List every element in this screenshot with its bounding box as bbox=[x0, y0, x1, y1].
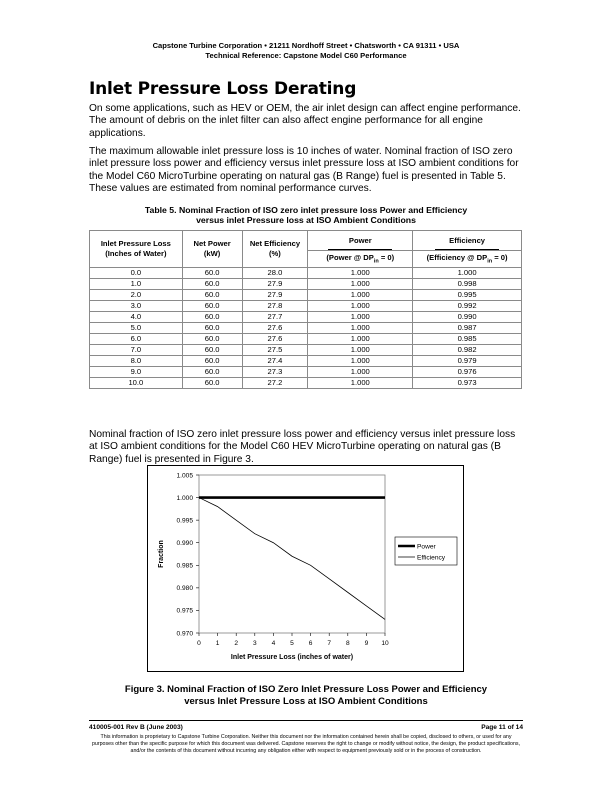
table-cell: 60.0 bbox=[182, 323, 242, 334]
table-row bbox=[90, 312, 522, 323]
legend-label: Efficiency bbox=[417, 554, 446, 562]
table-row bbox=[90, 378, 522, 389]
table-cell: 27.6 bbox=[242, 334, 308, 345]
table-body bbox=[90, 268, 522, 389]
col-header-text: Net Efficiency bbox=[249, 239, 301, 248]
y-tick-label: 0.980 bbox=[176, 585, 193, 593]
x-tick-label: 4 bbox=[271, 640, 276, 647]
table-cell: 27.9 bbox=[242, 290, 308, 301]
table-cell: 2.0 bbox=[90, 290, 183, 301]
paragraph-intro: On some applications, such as HEV or OEM, the air inlet design can affect engine performance. The amount of debris on the inlet filter can also affect engine performance for all engine applications. bbox=[89, 103, 521, 139]
table-cell: 8.0 bbox=[90, 356, 183, 367]
table-cell: 1.000 bbox=[308, 367, 413, 378]
table-row bbox=[90, 279, 522, 290]
table-cell: 1.000 bbox=[308, 290, 413, 301]
table-caption bbox=[0, 205, 612, 225]
table-cell: 27.6 bbox=[242, 323, 308, 334]
table-cell: 1.000 bbox=[308, 301, 413, 312]
table-5 bbox=[89, 230, 522, 389]
table-cell: 0.998 bbox=[413, 279, 522, 290]
paragraph-figure-intro: Nominal fraction of ISO zero inlet pressure loss power and efficiency versus inlet pressure loss at ISO ambient conditions for the Model C60 HEV MicroTurbine operating on natural gas (B Range) fuel is presented in Figure 3. bbox=[89, 429, 516, 465]
col-header-text: (%) bbox=[269, 249, 281, 258]
footer-disclaimer: This information is proprietary to Capstone Turbine Corporation. Neither this document nor the information contained herein shall be copied, disclosed to others, or used for any purposes other than the specific purpose for which this document was delivered. Capstone reserves the right to change or modify without notice, the design, the product specifications, and/or the contents of this document without incurring any obligation either with respect to equipment previously sold or in the process of construction. bbox=[91, 734, 521, 754]
table-cell: 1.000 bbox=[308, 312, 413, 323]
table-cell: 60.0 bbox=[182, 345, 242, 356]
sub-header-subscript: in bbox=[373, 258, 379, 265]
table-cell: 1.000 bbox=[308, 378, 413, 389]
table-cell: 1.000 bbox=[308, 323, 413, 334]
table-cell: 27.5 bbox=[242, 345, 308, 356]
table-cell: 1.000 bbox=[308, 279, 413, 290]
y-tick-label: 0.970 bbox=[176, 630, 193, 638]
col-group-power bbox=[308, 231, 413, 251]
paragraph-table-intro: The maximum allowable inlet pressure loss is 10 inches of water. Nominal fraction of ISO zero inlet pressure loss power and efficiency versus inlet pressure loss at ISO ambient conditions for the Model C60 MicroTurbine operating on natural gas (B Range) fuel is presented in Table 5. These values are estimated from nominal performance curves. bbox=[89, 146, 519, 195]
col-header-text: Net Power bbox=[193, 239, 231, 248]
x-axis-label: Inlet Pressure Loss (inches of water) bbox=[230, 654, 354, 661]
table-cell: 60.0 bbox=[182, 312, 242, 323]
header-address: Capstone Turbine Corporation • 21211 Nordhoff Street • Chatsworth • CA 91311 • USA bbox=[152, 41, 460, 50]
group-label: Power bbox=[348, 236, 372, 245]
col-header-power-fraction bbox=[308, 251, 413, 268]
table-cell: 60.0 bbox=[182, 290, 242, 301]
table-cell: 28.0 bbox=[242, 268, 308, 279]
footer-rule bbox=[89, 720, 523, 721]
y-axis-label: Fraction bbox=[158, 540, 165, 568]
x-tick-label: 6 bbox=[308, 640, 313, 647]
table-cell: 10.0 bbox=[90, 378, 183, 389]
table-cell: 1.000 bbox=[308, 356, 413, 367]
table-row bbox=[90, 334, 522, 345]
table-cell: 27.8 bbox=[242, 301, 308, 312]
page-header bbox=[0, 41, 612, 61]
col-group-efficiency bbox=[413, 231, 522, 251]
x-tick-label: 3 bbox=[252, 640, 257, 647]
table-cell: 1.000 bbox=[308, 268, 413, 279]
table-cell: 1.000 bbox=[308, 334, 413, 345]
table-cell: 0.985 bbox=[413, 334, 522, 345]
table-cell: 0.973 bbox=[413, 378, 522, 389]
table-cell: 0.995 bbox=[413, 290, 522, 301]
x-tick-label: 8 bbox=[345, 640, 350, 647]
table-cell: 60.0 bbox=[182, 301, 242, 312]
sub-header-subscript: in bbox=[487, 258, 493, 265]
y-tick-label: 0.985 bbox=[176, 562, 193, 570]
table-cell: 0.987 bbox=[413, 323, 522, 334]
table-cell: 5.0 bbox=[90, 323, 183, 334]
table-cell: 0.976 bbox=[413, 367, 522, 378]
y-tick-label: 1.005 bbox=[176, 472, 193, 480]
table-cell: 27.3 bbox=[242, 367, 308, 378]
sub-header-text: = 0) bbox=[378, 253, 395, 263]
table-cell: 27.7 bbox=[242, 312, 308, 323]
col-header-text: (kW) bbox=[203, 249, 221, 258]
group-label: Efficiency bbox=[449, 236, 486, 245]
col-header-efficiency-fraction bbox=[413, 251, 522, 268]
table-cell: 0.992 bbox=[413, 301, 522, 312]
table-cell: 60.0 bbox=[182, 378, 242, 389]
col-header-pressure-loss bbox=[90, 231, 183, 268]
footer-page-number: Page 11 of 14 bbox=[481, 724, 523, 731]
table-row bbox=[90, 367, 522, 378]
table-cell: 27.4 bbox=[242, 356, 308, 367]
table-cell: 0.990 bbox=[413, 312, 522, 323]
table-row bbox=[90, 268, 522, 279]
x-tick-label: 7 bbox=[327, 640, 332, 647]
table-cell: 9.0 bbox=[90, 367, 183, 378]
table-cell: 0.979 bbox=[413, 356, 522, 367]
y-tick-label: 0.975 bbox=[176, 607, 193, 615]
y-tick-label: 0.990 bbox=[176, 540, 193, 548]
figure-3-chart bbox=[147, 465, 464, 672]
y-tick-label: 0.995 bbox=[176, 517, 193, 525]
y-tick-label: 1.000 bbox=[176, 494, 193, 502]
sub-header-text: (Efficiency @ DP bbox=[426, 253, 488, 263]
col-header-net-power bbox=[182, 231, 242, 268]
x-tick-label: 0 bbox=[197, 640, 201, 647]
table-cell: 1.000 bbox=[308, 345, 413, 356]
table-row bbox=[90, 345, 522, 356]
col-header-text: Inlet Pressure Loss bbox=[100, 239, 171, 248]
col-header-text: (Inches of Water) bbox=[105, 249, 167, 258]
table-row bbox=[90, 323, 522, 334]
legend-label: Power bbox=[417, 543, 436, 551]
table-caption-line1: Table 5. Nominal Fraction of ISO zero inlet pressure loss Power and Efficiency bbox=[144, 205, 468, 215]
series-line-efficiency bbox=[199, 498, 385, 620]
sub-header-text: = 0) bbox=[492, 253, 508, 263]
table-cell: 4.0 bbox=[90, 312, 183, 323]
table-cell: 6.0 bbox=[90, 334, 183, 345]
table-cell: 0.982 bbox=[413, 345, 522, 356]
table-cell: 60.0 bbox=[182, 268, 242, 279]
sub-header-text: (Power @ DP bbox=[326, 253, 374, 263]
figure-caption bbox=[0, 684, 612, 708]
x-tick-label: 9 bbox=[364, 640, 369, 647]
x-tick-label: 2 bbox=[234, 640, 239, 647]
table-row bbox=[90, 356, 522, 367]
table-cell: 60.0 bbox=[182, 356, 242, 367]
footer-doc-id: 410005-001 Rev B (June 2003) bbox=[89, 724, 183, 731]
section-title: Inlet Pressure Loss Derating bbox=[89, 79, 357, 99]
table-cell: 60.0 bbox=[182, 367, 242, 378]
table-row bbox=[90, 301, 522, 312]
header-reference: Technical Reference: Capstone Model C60 Performance bbox=[205, 51, 407, 60]
table-cell: 27.2 bbox=[242, 378, 308, 389]
x-tick-label: 10 bbox=[381, 640, 389, 647]
table-cell: 60.0 bbox=[182, 334, 242, 345]
table-cell: 60.0 bbox=[182, 279, 242, 290]
x-tick-label: 5 bbox=[290, 640, 294, 647]
table-cell: 0.0 bbox=[90, 268, 183, 279]
figure-caption-line2: versus Inlet Pressure Loss at ISO Ambient Conditions bbox=[184, 696, 428, 707]
table-cell: 3.0 bbox=[90, 301, 183, 312]
x-tick-label: 1 bbox=[215, 640, 220, 647]
table-caption-line2: versus inlet Pressure loss at ISO Ambient Conditions bbox=[196, 215, 416, 225]
table-cell: 7.0 bbox=[90, 345, 183, 356]
table-cell: 1.000 bbox=[413, 268, 522, 279]
table-row bbox=[90, 290, 522, 301]
col-header-net-efficiency bbox=[242, 231, 308, 268]
table-cell: 1.0 bbox=[90, 279, 183, 290]
figure-caption-line1: Figure 3. Nominal Fraction of ISO Zero Inlet Pressure Loss Power and Efficiency bbox=[124, 684, 488, 695]
table-cell: 27.9 bbox=[242, 279, 308, 290]
